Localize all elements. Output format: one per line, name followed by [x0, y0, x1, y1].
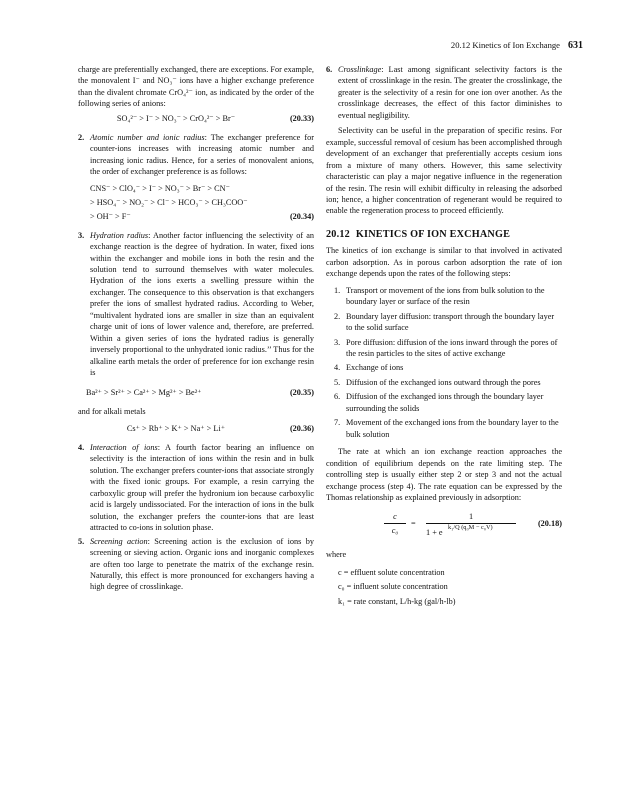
equation-number: (20.33): [289, 113, 314, 123]
equation-expression: Cs⁺ > Rb⁺ > K⁺ > Na⁺ > Li⁺: [126, 423, 226, 433]
step-text: Diffusion of the exchanged ions through the boundary layer surrounding the solids: [346, 392, 544, 413]
equation-number: (20.34): [289, 211, 314, 221]
list-item: [326, 391, 562, 414]
list-item-6: [326, 64, 562, 121]
list-item-2: [78, 132, 314, 178]
list-item-4: [78, 442, 314, 534]
selectivity-paragraph: Selectivity can be useful in the preparation of specific resins. For example, successful removal of cesium has been accomplished through development of an exchanger that preferentially accepts cesium ions from a mixture of many others. However, this same selectivity characteristic can play a major negative influence in the regeneration of the resin. The resin will exhibit difficulty in releasing the adsorbed ion; hence, a higher concentration of regenerant would be required to enable the regeneration process to proceed efficiently.: [326, 126, 562, 216]
rate-paragraph: The rate at which an ion exchange reaction approaches the condition of equilibrium depends on the rate limiting step. The controlling step is usually either step 2 or step 3 and not the actual exchange process (step 4). The rate equation can be expressed by the Thomas relationship as explained previously in adsorption:: [326, 447, 562, 502]
equals-sign: =: [411, 519, 416, 529]
equation-line: CNS⁻ > ClO₄⁻ > I⁻ > NO₃⁻ > Br⁻ > CN⁻: [90, 183, 230, 193]
step-number: 4.: [334, 363, 341, 373]
fraction-bar: [384, 523, 406, 524]
exponent: k₁/Q (q₀M − c₀V): [448, 524, 493, 532]
step-number: 1.: [334, 285, 341, 295]
equation-20-34: [78, 183, 314, 224]
step-number: 6.: [334, 392, 341, 402]
left-column: [78, 64, 314, 593]
equation-line: > OH⁻ > F⁻: [90, 211, 131, 221]
equation-20-36: [78, 423, 314, 438]
item-number: 3.: [78, 230, 85, 240]
section-number: 20.12: [326, 228, 350, 240]
item-title: Crosslinkage: [338, 65, 382, 74]
list-item: [326, 311, 562, 334]
item-text: : Another factor influencing the selectivity of an exchange reaction is the degree of hydration. In water, fixed ions within the exchanger and mobile ions in both the resin and the solution tend to surround themselves with water molecules. Hydration of the ions exerts a swelling pressure within the exchanger. The consequence to this observation is that exchangers prefer the ions of smallest hydrated radius. According to Weber, “multivalent hydrated ions are smaller in size than an equivalent charge unit of ions of lower valence and, therefore, are preferred. Within a given series of ions the hydrated radius is generally inversely proportional to the unhydrated ionic radius.’’ Thus for the alkaline earth metals the order of preference for ion exchange resin is: [90, 230, 314, 378]
fraction-denominator: [426, 524, 516, 538]
equation-20-18: [326, 509, 562, 547]
item-number: 5.: [78, 536, 85, 546]
step-text: Boundary layer diffusion: transport through the boundary layer to the solid surface: [346, 311, 555, 333]
step-number: 7.: [334, 418, 341, 428]
step-number: 3.: [334, 337, 341, 347]
list-item: [326, 377, 562, 388]
list-item: [326, 337, 562, 360]
list-item: [326, 417, 562, 440]
equation-20-33: [78, 113, 314, 128]
running-title: 20.12 Kinetics of Ion Exchange: [450, 40, 560, 50]
equation-number: (20.35): [289, 387, 314, 397]
step-text: Diffusion of the exchanged ions outward through the pores: [346, 377, 541, 387]
where-label: where: [326, 550, 347, 560]
item-text: : Screening action is the exclusion of ions by screening or sieving action. Organic ions and inorganic complexes are often too large to penetrate the matrix of the exchange resin. Naturally, this effect is more pronounced for exchangers having a high degree of crosslinkage.: [90, 536, 314, 592]
item-title: Interaction of ions: [90, 442, 158, 452]
intro-paragraph: charge are preferentially exchanged, there are exceptions. For example, the monovalent I⁻ and NO₃⁻ ions have a higher exchange preference than the divalent chromate CrO₄²⁻ ion, as indicated by the order of the following series of anions:: [78, 65, 314, 109]
section-heading: [326, 229, 562, 240]
list-item-5: [78, 536, 314, 593]
fraction-numerator: c: [393, 512, 397, 522]
step-text: Transport or movement of the ions from bulk solution to the boundary layer or surface of the resin: [346, 285, 545, 307]
item-number: 4.: [78, 442, 85, 452]
list-item: [326, 362, 562, 373]
list-item: [326, 285, 562, 308]
denominator-base: 1 + e: [426, 528, 443, 538]
item-title: Screening action: [90, 536, 148, 546]
equation-number: (20.36): [289, 423, 314, 433]
definition-item: c = effluent solute concentration: [338, 567, 445, 577]
definitions-list: [326, 567, 562, 607]
page-number: 631: [568, 40, 583, 51]
alkali-intro: and for alkali metals: [78, 406, 146, 416]
running-header: [451, 40, 583, 51]
item-number: 6.: [326, 65, 333, 74]
item-title: Hydration radius: [90, 230, 149, 240]
item-title: Atomic number and ionic radius: [90, 132, 205, 142]
step-number: 5.: [334, 377, 341, 387]
definition-item: k₁ = rate constant, L/h-kg (gal/h-lb): [338, 596, 456, 606]
step-text: Pore diffusion: diffusion of the ions inward through the pores of the resin particles to the sites of active exchange: [346, 337, 558, 358]
item-number: 2.: [78, 132, 85, 142]
fraction-denominator: c₀: [391, 526, 399, 536]
equation-number: (20.18): [537, 519, 562, 529]
item-text: : Last among significant selectivity factors is the extent of crosslinkage in the resin. The greater the crosslinkage, the greater is the selectivity of a resin for one ion over another. As the crosslinkage decreases, the effect of this factor diminishes to eventual negligibility.: [338, 65, 562, 120]
step-number: 2.: [334, 311, 341, 321]
kinetics-paragraph: The kinetics of ion exchange is similar to that involved in activated carbon adsorption. As in porous carbon adsorption the rate of ion exchange depends upon the rates of the following steps:: [326, 246, 562, 279]
fraction-numerator: 1: [468, 512, 474, 522]
item-text: : The exchanger preference for counter-ions increases with increasing atomic number and increasing ionic radius. Hence, for a series of monovalent anions, the order of exchanger preference is as follows:: [90, 132, 314, 177]
right-column: [326, 64, 562, 610]
step-text: Movement of the exchanged ions from the boundary layer to the bulk solution: [346, 418, 559, 439]
list-item-3: [78, 230, 314, 379]
step-text: Exchange of ions: [346, 363, 404, 373]
equation-line: > HSO₄⁻ > NO₂⁻ > Cl⁻ > HCO₃⁻ > CH₃COO⁻: [90, 197, 248, 207]
equation-expression: Ba²⁺ > Sr²⁺ > Ca²⁺ > Mg²⁺ > Be²⁺: [86, 387, 202, 397]
steps-list: [326, 285, 562, 440]
section-title: KINETICS OF ION EXCHANGE: [355, 228, 511, 240]
item-text: : A fourth factor bearing an influence on selectivity is the interaction of ions within the resin and in bulk solution. The exchanger prefers counter-ions that associate strongly with the fixed ionic groups. For example, a resin carrying the carboxylic group will prefer the hydronium ion because carboxylic acid is largely undissociated. For the interaction of ions in the bulk solution, the exchanger prefers the counter-ions that are least attracted to co-ions in solution phase.: [90, 442, 315, 533]
equation-expression: SO₄²⁻ > I⁻ > NO₃⁻ > CrO₄²⁻ > Br⁻: [116, 113, 236, 123]
equation-20-35: [78, 387, 314, 402]
definition-item: c₀ = influent solute concentration: [338, 582, 448, 592]
